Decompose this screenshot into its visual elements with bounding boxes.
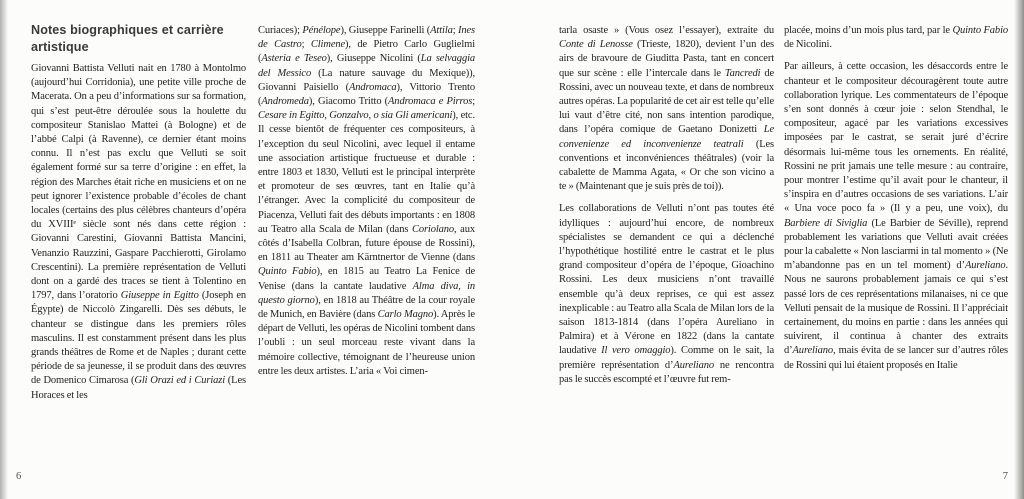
text-column-3 (559, 24, 774, 464)
paragraph: tarla osaste » (Vous osez l’essayer), extraite du Conte di Lenosse (Trieste, 1820), devient l’un des airs de bravoure de Giuditta Pasta, tant en concert que sur scène : elle l’intercale dans le Tancredi de Rossini, avec un nouveau texte, et dans de nombreux autres opéras. La popularité de cet air est telle qu’elle lui vaut d’être cité, non sans intention parodique, dans l’opéra comique de Gaetano Donizetti Le convenienze ed inconvenienze teatrali (Les conventions et inconvéniences théâtrales) (voir la cabalette de Mamma Agata, « Or che son vicino a te » (Maintenant que je suis près de toi)). (559, 25, 774, 193)
paragraph: Curiaces); Pénélope), Giuseppe Farinelli (Attila; Ines de Castro; Climene), de Pietro Carlo Guglielmi (Asteria e Teseo), Giuseppe Nicolini (La selvaggia del Messico (La nature sauvage du Mexique)), Giovanni Paisiello (Andromaca), Vittorio Trento (Andromeda), Giacomo Tritto (Andromaca e Pirros; Cesare in Egitto, Gonzalvo, o sia Gli americani), etc. Il cesse bientôt de fréquenter ces compositeurs, à l’exception du seul Nicolini, avec lequel il entame une association artistique fructueuse et durable : entre 1803 et 1830, Velluti est le principal interprète et promoteur de ses œuvres, tant en Italie qu’à l’étranger. Avec la complicité du compositeur de Piacenza, Velluti fait des débuts importants : en 1808 au Teatro alla Scala de Milan (dans Coriolano, aux côtés d’Isabella Colbran, future épouse de Rossini), en 1811 au Theater am Kärntnertor de Vienne (dans Quinto Fabio), en 1815 au Teatro La Fenice de Venise (dans la cantate laudative Alma diva, in questo giorno), en 1818 au Théâtre de la cour royale de Munich, en Bavière (dans Carlo Magno). Après le départ de Velluti, les opéras de Nicolini tombent dans l’oubli : un seul morceau reste vivant dans la mémoire collective, témoignant de l’heureuse union entre les deux artistes. L’aria « Voi cimen- (258, 25, 475, 377)
section-heading: Notes biographiques et carrière artistique (31, 23, 224, 54)
paragraph: Les collaborations de Velluti n’ont pas toutes été idylliques : aujourd’hui encore, de nombreux spécialistes se demandent ce qui a déclenché l’hypothétique hostilité entre le castrat et le plus grand compositeur d’opéra de l’époque, Gioachino Rossini. Les deux musiciens n’ont travaillé ensemble qu’à deux reprises, ce qui est assez inexplicable : au Teatro alla Scala de Milan lors de la saison 1813-1814 (dans l’opéra Aureliano in Palmira) et à Vérone en 1822 (dans la cantate laudative Il vero omaggio). Comme on le sait, la première représentation d’Aureliano ne rencontra pas le succès escompté et l’œuvre fut rem- (559, 203, 774, 385)
paragraph: placée, moins d’un mois plus tard, par le Quinto Fabio de Nicolini. (784, 25, 1008, 51)
text-column-4 (784, 24, 1008, 464)
page-number-right: 7 (1002, 471, 1008, 482)
paragraph: Giovanni Battista Velluti nait en 1780 à Montolmo (aujourd’hui Corridonia), une petite ville proche de Macerata. On a peu d’informations sur sa formation, qui s’est peut-être déroulée sous la houlette du compositeur Stanislao Mattei (à Bologne) et de l’abbé Calpi (à Ravenne), ce dernier étant moins connu. Il n’est pas exclu que Velluti se soit également formé sur sa terre d’origine : en effet, la région des Marches était riche en musiciens et on ne peut ignorer l’existence probable d’écoles de chant locales (certains des plus célèbres chanteurs d’opéra du XVIIIᵉ siècle sont nés dans cette région : Giovanni Carestini, Giovanni Battista Mancini, Venanzio Rauzzini, Gaspare Pacchierotti, Girolamo Crescentini). La première représentation de Velluti dont on a gardé des traces se tient à Tolentino en 1797, dans l’oratorio Giuseppe in Egitto (Joseph en Égypte) de Niccolò Zingarelli. Dès ses débuts, le chanteur se distingue dans les premiers rôles masculins. Il est constamment présent dans les plus grands théâtres de Rome et de Naples ; durant cette période de sa jeunesse, il se produit dans des œuvres de Domenico Cimarosa (Gli Orazi ed i Curiazi (Les Horaces et les (31, 63, 246, 401)
paragraph: Par ailleurs, à cette occasion, les désaccords entre le chanteur et le compositeur découragèrent toute autre collaboration lyrique. Les commentateurs de l’époque s’en sont donnés à cœur joie : selon Stendhal, le compositeur, agacé par les variations excessives imposées par le castrat, se serait juré d’écrire désormais lui-même tous les ornements. En réalité, Rossini ne prit jamais une telle mesure : au contraire, pour montrer l’estime qu’il avait pour le chanteur, il s’inspira en d’autres occasions de ses variations. L’air « Una voce poco fa » (Il y a peu, une voix), du Barbiere di Siviglia (Le Barbier de Séville), reprend probablement les variations que Velluti avait créées pour la cabalette « Non lasciarmi in tal momento » (Ne m’abandonne pas en un tel moment) d’Aureliano. Nous ne saurons probablement jamais ce qui s’est passé lors de ces représentations milanaises, ni ce que Velluti pensait de la musique de Rossini. Il l’appréciait certainement, du moins en partie : dans les années qui suivirent, il continua à chanter des extraits d’Aureliano, mais évita de se lancer sur d’autres rôles de Rossini qui lui étaient proposés en Italie (784, 61, 1008, 371)
page-number-left: 6 (16, 471, 22, 482)
